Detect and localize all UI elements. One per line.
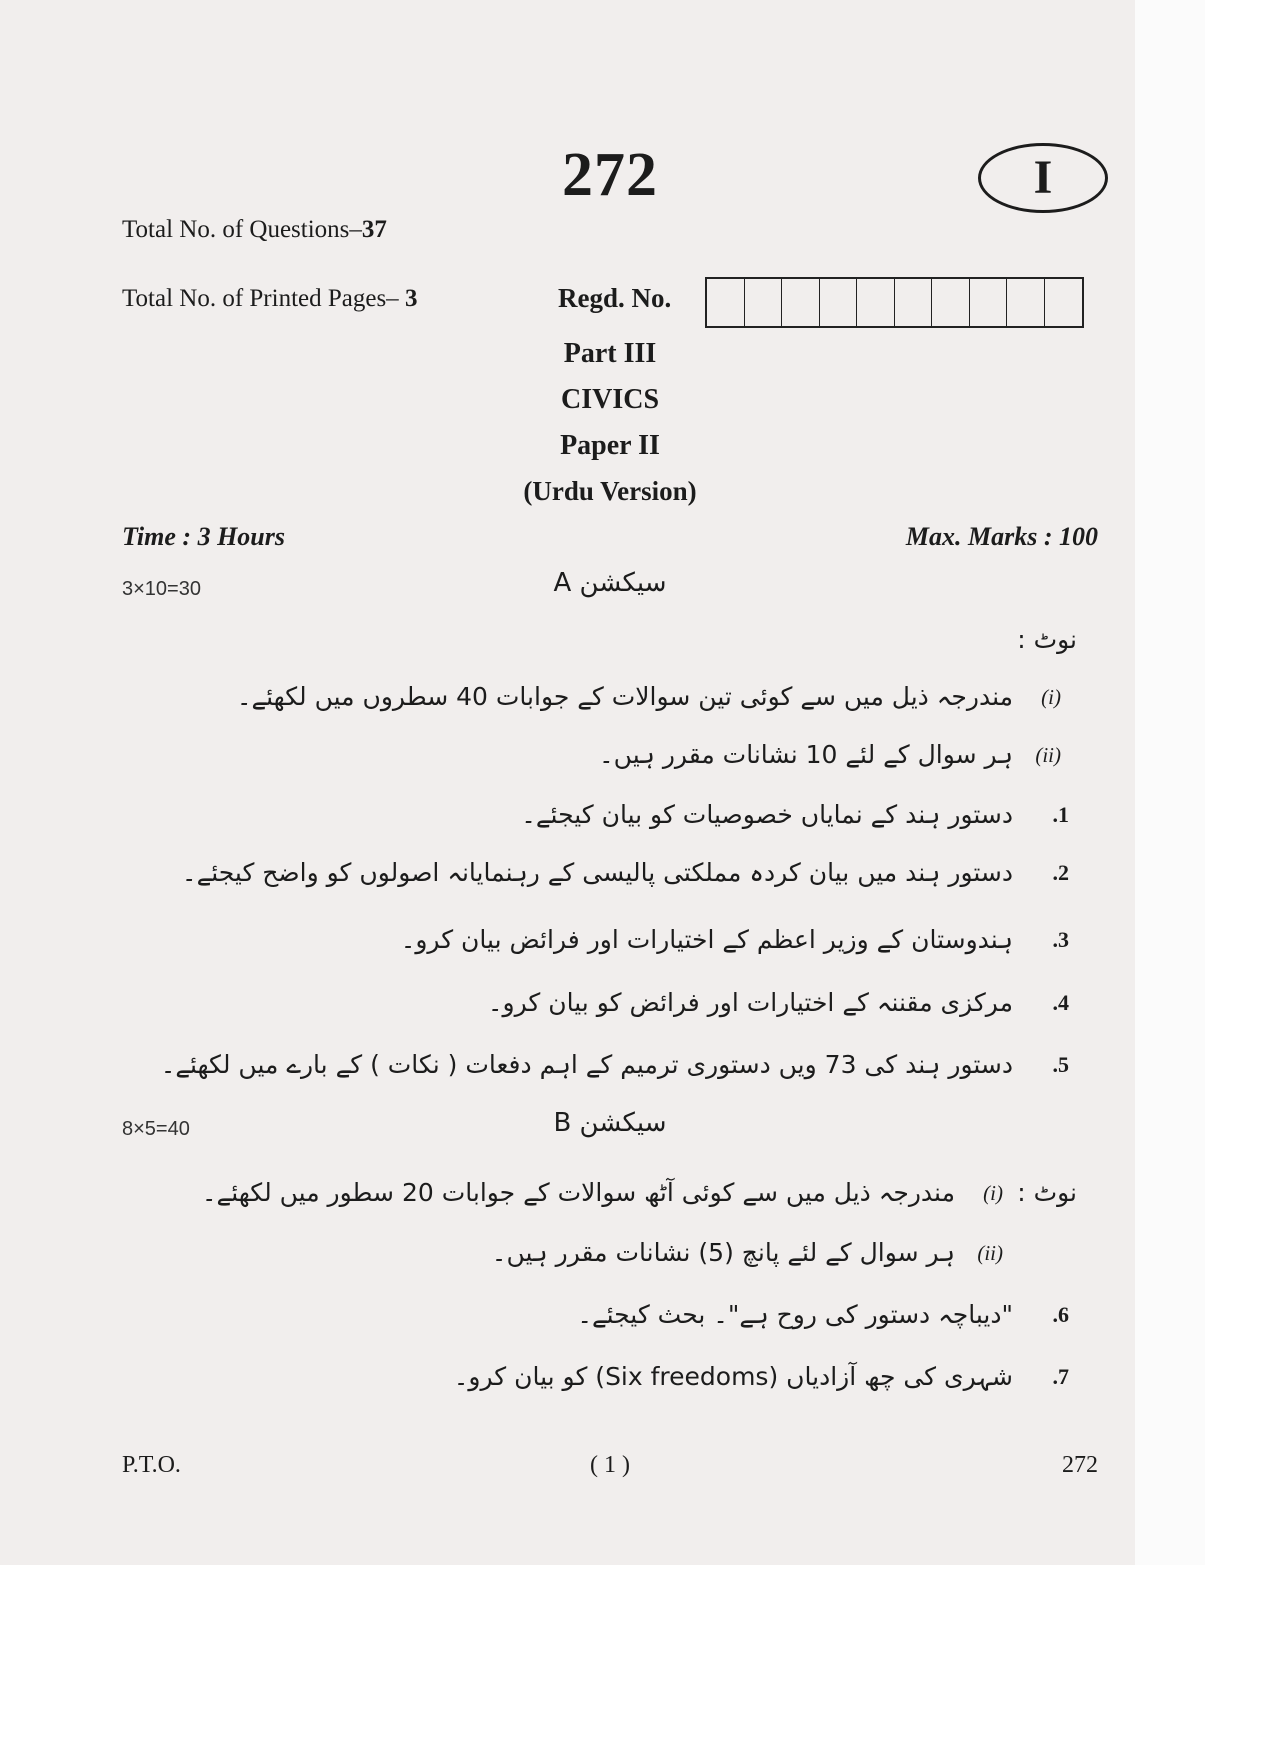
question-item bbox=[453, 1362, 1069, 1391]
section-a-marks: 3×10=30 bbox=[122, 578, 201, 600]
version-title: (Urdu Version) bbox=[523, 476, 697, 506]
time-label: Time : 3 Hours bbox=[122, 522, 285, 551]
total-questions bbox=[122, 216, 387, 244]
section-b-marks: 8×5=40 bbox=[122, 1118, 190, 1140]
question-text: دستور ہند کے نمایاں خصوصیات کو بیان کیجئے۔ bbox=[521, 800, 1013, 829]
total-pages bbox=[122, 285, 417, 313]
note-number: (ii) bbox=[977, 1241, 1003, 1265]
question-item bbox=[521, 800, 1069, 829]
question-number: .2 bbox=[1052, 860, 1069, 885]
section-a-note bbox=[599, 740, 1061, 769]
section-a-note-label: نوٹ : bbox=[1017, 625, 1077, 654]
max-marks-label: Max. Marks : 100 bbox=[905, 522, 1098, 551]
question-number: .3 bbox=[1052, 927, 1069, 952]
section-b-note-label: نوٹ : bbox=[1017, 1178, 1077, 1207]
section-b-note bbox=[201, 1178, 1003, 1207]
note-text: مندرجہ ذیل میں سے کوئی تین سوالات کے جوابات 40 سطروں میں لکھئے۔ bbox=[236, 682, 1013, 711]
question-number: .6 bbox=[1052, 1302, 1069, 1327]
question-number: .7 bbox=[1052, 1364, 1069, 1389]
question-item bbox=[400, 925, 1069, 954]
regd-digit-box[interactable] bbox=[895, 279, 933, 326]
regd-digit-box[interactable] bbox=[745, 279, 783, 326]
note-number: (ii) bbox=[1035, 743, 1061, 767]
total-pages-value: 3 bbox=[404, 285, 418, 312]
regd-label: Regd. No. bbox=[558, 283, 672, 313]
question-text: دستور ہند میں بیان کردہ مملکتی پالیسی کے رہنمایانہ اصولوں کو واضح کیجئے۔ bbox=[181, 858, 1013, 887]
note-text: مندرجہ ذیل میں سے کوئی آٹھ سوالات کے جوابات 20 سطور میں لکھئے۔ bbox=[201, 1178, 955, 1207]
regd-digit-box[interactable] bbox=[782, 279, 820, 326]
note-number: (i) bbox=[983, 1181, 1003, 1205]
paper-title: Paper II bbox=[560, 430, 660, 461]
question-number: .5 bbox=[1052, 1052, 1069, 1077]
question-number: .4 bbox=[1052, 990, 1069, 1015]
regd-digit-box[interactable] bbox=[970, 279, 1008, 326]
regd-digit-box[interactable] bbox=[707, 279, 745, 326]
regd-digit-box[interactable] bbox=[820, 279, 858, 326]
question-item bbox=[160, 1050, 1069, 1079]
page-number: ( 1 ) bbox=[590, 1452, 630, 1478]
question-item bbox=[487, 988, 1069, 1017]
question-text: مرکزی مقننہ کے اختیارات اور فرائض کو بیان کرو۔ bbox=[487, 988, 1013, 1017]
pto-label: P.T.O. bbox=[122, 1452, 181, 1478]
total-questions-label: Total No. of Questions– bbox=[122, 216, 362, 243]
regd-digit-box[interactable] bbox=[1045, 279, 1083, 326]
question-text: شہری کی چھ آزادیاں (Six freedoms) کو بیان کرو۔ bbox=[453, 1362, 1013, 1391]
question-item bbox=[181, 858, 1069, 887]
total-pages-label: Total No. of Printed Pages– bbox=[122, 285, 399, 312]
note-number: (i) bbox=[1041, 685, 1061, 709]
regd-digit-box[interactable] bbox=[857, 279, 895, 326]
sheet-edge bbox=[1135, 0, 1205, 1565]
section-b-title: سیکشن B bbox=[553, 1108, 667, 1138]
question-item bbox=[577, 1300, 1069, 1329]
note-text: ہر سوال کے لئے پانچ (5) نشانات مقرر ہیں۔ bbox=[491, 1238, 955, 1267]
section-a-title: سیکشن A bbox=[553, 568, 667, 598]
regd-digit-box[interactable] bbox=[932, 279, 970, 326]
footer-code: 272 bbox=[1062, 1452, 1098, 1478]
question-number: .1 bbox=[1052, 802, 1069, 827]
note-text: ہر سوال کے لئے 10 نشانات مقرر ہیں۔ bbox=[599, 740, 1013, 769]
question-text: "دیباچہ دستور کی روح ہے"۔ بحث کیجئے۔ bbox=[577, 1300, 1013, 1329]
question-text: ہندوستان کے وزیر اعظم کے اختیارات اور فرائض بیان کرو۔ bbox=[400, 925, 1013, 954]
part-title: Part III bbox=[563, 338, 657, 369]
regd-digit-box[interactable] bbox=[1007, 279, 1045, 326]
regd-number-boxes[interactable] bbox=[705, 277, 1084, 328]
section-b-note bbox=[491, 1238, 1003, 1267]
total-questions-value: 37 bbox=[361, 216, 387, 243]
set-code-oval: I bbox=[978, 143, 1108, 213]
section-a-note bbox=[236, 682, 1061, 711]
question-text: دستور ہند کی 73 ویں دستوری ترمیم کے اہم دفعات ( نکات ) کے بارے میں لکھئے۔ bbox=[160, 1050, 1013, 1079]
subject-title: CIVICS bbox=[560, 384, 660, 415]
paper-code: 272 bbox=[562, 141, 658, 209]
